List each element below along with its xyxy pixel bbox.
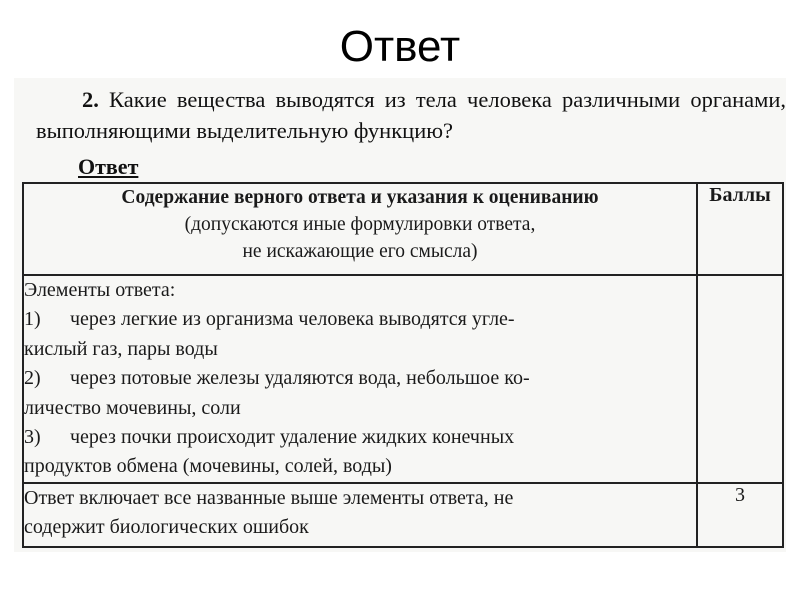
criteria-header-note-2: не искажающие его смысла) (242, 241, 478, 262)
answer-element-2 (24, 364, 696, 423)
answer-heading: Ответ (78, 154, 139, 179)
element-text-line: продуктов обмена (мочевины, солей, воды) (24, 455, 392, 478)
criteria-line: содержит биологических ошибок (24, 516, 309, 538)
table-header-row (23, 183, 783, 275)
grading-table (22, 182, 784, 548)
question-text (36, 84, 786, 146)
answer-elements-cell (23, 275, 697, 483)
answer-element-1 (24, 305, 696, 364)
elements-points-cell (697, 275, 783, 483)
element-number: 3) (24, 426, 41, 449)
criteria-row (23, 483, 783, 547)
elements-title: Элементы ответа: (24, 279, 176, 301)
answer-element-3 (24, 423, 696, 482)
element-text-line: через почки происходит удаление жидких конечных (70, 426, 515, 449)
scoring-criteria-cell (23, 483, 697, 547)
points-header: Баллы (697, 183, 783, 275)
score-value: 3 (697, 483, 783, 547)
element-text-line: через потовые железы удаляются вода, небольшое ко- (70, 367, 530, 390)
element-text-line: через легкие из организма человека выводятся угле- (70, 308, 515, 331)
scanned-document (14, 78, 786, 552)
question-body: Какие вещества выводятся из тела человека различными органами, выполняющими выделительную функцию? (36, 87, 786, 143)
question-number: 2. (82, 87, 99, 112)
criteria-line: Ответ включает все названные выше элементы ответа, не (24, 487, 514, 509)
element-number: 1) (24, 308, 41, 331)
element-text-line: кислый газ, пары воды (24, 337, 218, 360)
elements-row (23, 275, 783, 483)
slide-title: Ответ (339, 22, 461, 71)
criteria-header-title: Содержание верного ответа и указания к оцениванию (121, 187, 599, 208)
criteria-header-cell (23, 183, 697, 275)
element-text-line: личество мочевины, соли (24, 396, 241, 419)
criteria-header-note-1: (допускаются иные формулировки ответа, (184, 214, 536, 235)
element-number: 2) (24, 367, 41, 390)
